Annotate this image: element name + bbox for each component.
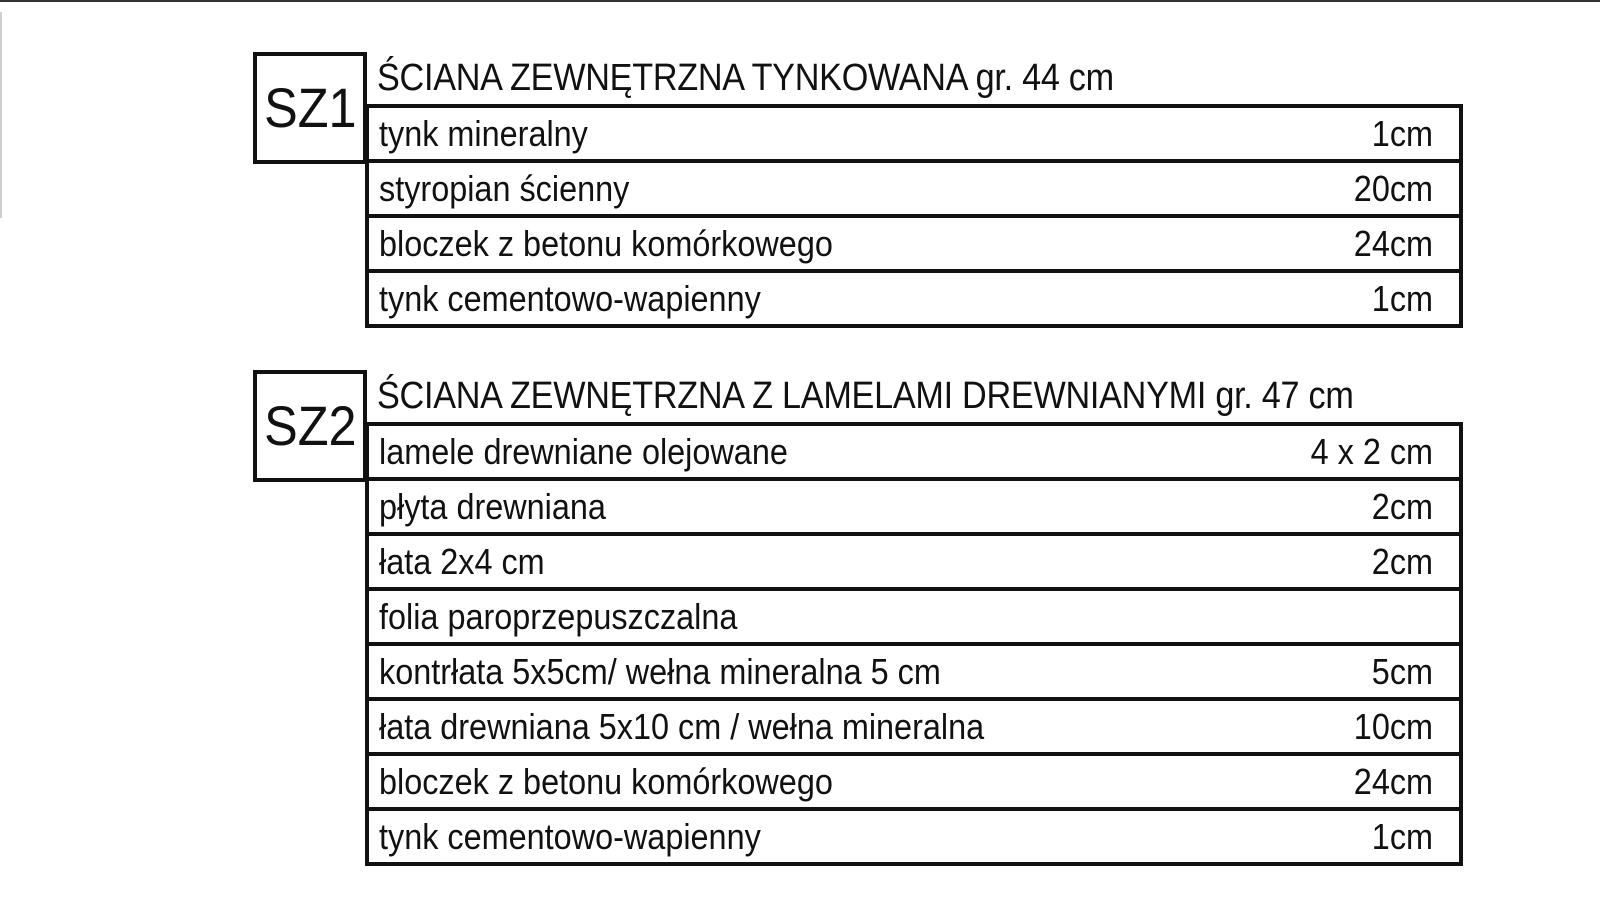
layer-row <box>369 591 1459 646</box>
layer-name: łata drewniana 5x10 cm / wełna mineralna <box>379 706 985 747</box>
layer-name: tynk cementowo-wapienny <box>379 816 761 857</box>
layer-row <box>369 273 1459 324</box>
layer-thickness: 2cm <box>1371 541 1433 582</box>
layer-row <box>369 646 1459 701</box>
layer-thickness: 1cm <box>1371 113 1433 154</box>
layer-name: tynk mineralny <box>379 113 588 154</box>
layer-row <box>369 756 1459 811</box>
top-border-line <box>0 0 1600 2</box>
layer-name: kontrłata 5x5cm/ wełna mineralna 5 cm <box>379 651 941 692</box>
layer-row <box>369 536 1459 591</box>
layer-name: tynk cementowo-wapienny <box>379 278 761 319</box>
layer-row <box>369 218 1459 273</box>
layer-table <box>365 104 1463 328</box>
layer-thickness: 4 x 2 cm <box>1310 431 1433 472</box>
layer-row <box>369 701 1459 756</box>
layer-name: bloczek z betonu komórkowego <box>379 223 833 264</box>
section-title: ŚCIANA ZEWNĘTRZNA Z LAMELAMI DREWNIANYMI gr. 47 cm <box>377 375 1354 417</box>
layer-thickness: 1cm <box>1371 816 1433 857</box>
layer-name: styropian ścienny <box>379 168 630 209</box>
layer-row <box>369 811 1459 862</box>
layer-thickness: 5cm <box>1371 651 1433 692</box>
layer-row <box>369 163 1459 218</box>
section-code-box <box>253 370 367 482</box>
layer-thickness: 1cm <box>1371 278 1433 319</box>
layer-thickness: 20cm <box>1353 168 1433 209</box>
layer-name: łata 2x4 cm <box>379 541 545 582</box>
left-edge-mark <box>0 12 2 218</box>
layer-name: lamele drewniane olejowane <box>379 431 788 472</box>
layer-thickness: 24cm <box>1353 223 1433 264</box>
layer-row <box>369 426 1459 481</box>
section-code-box <box>253 52 367 164</box>
layer-thickness: 2cm <box>1371 486 1433 527</box>
layer-row <box>369 481 1459 536</box>
layer-name: płyta drewniana <box>379 486 606 527</box>
layer-thickness: 24cm <box>1353 761 1433 802</box>
section-code: SZ2 <box>263 394 357 457</box>
layer-name: folia paroprzepuszczalna <box>379 596 738 637</box>
section-code: SZ1 <box>263 76 357 139</box>
layer-row <box>369 108 1459 163</box>
layer-table <box>365 422 1463 866</box>
layer-name: bloczek z betonu komórkowego <box>379 761 833 802</box>
section-title: ŚCIANA ZEWNĘTRZNA TYNKOWANA gr. 44 cm <box>377 57 1114 99</box>
layer-thickness: 10cm <box>1353 706 1433 747</box>
